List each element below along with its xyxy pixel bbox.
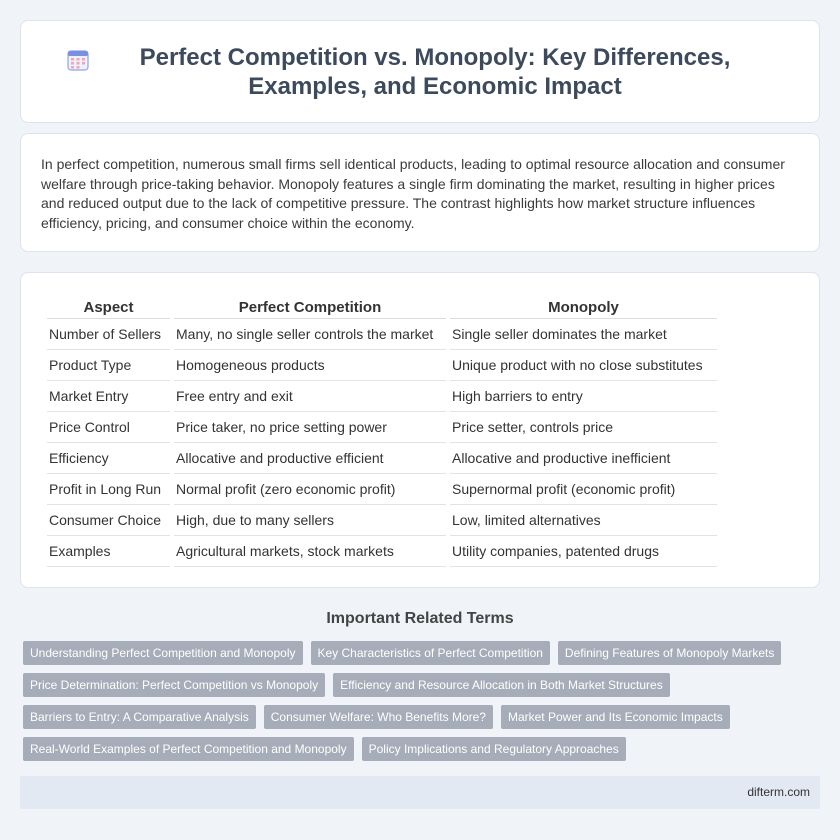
cell-monopoly: Low, limited alternatives (450, 505, 717, 536)
table-row (47, 474, 717, 505)
related-term-link[interactable]: Understanding Perfect Competition and Monopoly (23, 641, 303, 665)
table-row (47, 319, 717, 350)
calendar-icon (66, 48, 90, 72)
cell-aspect: Number of Sellers (47, 319, 170, 350)
cell-perfect-competition: Normal profit (zero economic profit) (174, 474, 446, 505)
cell-aspect: Consumer Choice (47, 505, 170, 536)
table-row (47, 505, 717, 536)
chip-row (23, 737, 823, 761)
cell-perfect-competition: Homogeneous products (174, 350, 446, 381)
cell-perfect-competition: Many, no single seller controls the market (174, 319, 446, 350)
footer (20, 776, 820, 809)
table-row (47, 412, 717, 443)
cell-perfect-competition: Agricultural markets, stock markets (174, 536, 446, 567)
header-monopoly: Monopoly (450, 295, 717, 319)
page-title: Perfect Competition vs. Monopoly: Key Differences, Examples, and Economic Impact (139, 43, 731, 100)
table-row (47, 536, 717, 567)
table-row (47, 350, 717, 381)
intro-paragraph: In perfect competition, numerous small firms sell identical products, leading to optimal resource allocation and consumer welfare through price-taking behavior. Monopoly features a single firm dominating the market, resulting in higher prices and reduced output due to the lack of competitive pressure. The contrast highlights how market structure influences efficiency, pricing, and consumer choice within the economy. (41, 156, 785, 231)
chip-row (23, 705, 823, 729)
cell-perfect-competition: Free entry and exit (174, 381, 446, 412)
related-term-link[interactable]: Price Determination: Perfect Competition vs Monopoly (23, 673, 325, 697)
table-row (47, 443, 717, 474)
cell-monopoly: Utility companies, patented drugs (450, 536, 717, 567)
chip-row (23, 673, 823, 697)
site-link[interactable]: difterm.com (747, 785, 810, 799)
related-term-link[interactable]: Market Power and Its Economic Impacts (501, 705, 730, 729)
related-term-link[interactable]: Consumer Welfare: Who Benefits More? (264, 705, 493, 729)
comparison-table (43, 295, 721, 567)
cell-aspect: Product Type (47, 350, 170, 381)
cell-monopoly: High barriers to entry (450, 381, 717, 412)
cell-perfect-competition: Price taker, no price setting power (174, 412, 446, 443)
related-term-link[interactable]: Defining Features of Monopoly Markets (558, 641, 781, 665)
cell-aspect: Efficiency (47, 443, 170, 474)
related-term-link[interactable]: Key Characteristics of Perfect Competition (311, 641, 550, 665)
related-term-link[interactable]: Policy Implications and Regulatory Approaches (362, 737, 626, 761)
cell-monopoly: Unique product with no close substitutes (450, 350, 717, 381)
table-header-row (47, 295, 717, 319)
cell-aspect: Profit in Long Run (47, 474, 170, 505)
cell-monopoly: Supernormal profit (economic profit) (450, 474, 717, 505)
chip-row (23, 641, 823, 665)
related-term-link[interactable]: Barriers to Entry: A Comparative Analysis (23, 705, 256, 729)
related-terms-title: Important Related Terms (326, 610, 514, 627)
intro-card (20, 133, 820, 252)
cell-aspect: Market Entry (47, 381, 170, 412)
comparison-table-card (20, 272, 820, 588)
related-terms-list (23, 641, 823, 769)
cell-monopoly: Allocative and productive inefficient (450, 443, 717, 474)
title-card (20, 20, 820, 123)
cell-aspect: Examples (47, 536, 170, 567)
table-row (47, 381, 717, 412)
cell-perfect-competition: High, due to many sellers (174, 505, 446, 536)
cell-monopoly: Single seller dominates the market (450, 319, 717, 350)
related-term-link[interactable]: Efficiency and Resource Allocation in Both Market Structures (333, 673, 670, 697)
related-term-link[interactable]: Real-World Examples of Perfect Competition and Monopoly (23, 737, 354, 761)
cell-monopoly: Price setter, controls price (450, 412, 717, 443)
header-aspect: Aspect (47, 295, 170, 319)
cell-perfect-competition: Allocative and productive efficient (174, 443, 446, 474)
cell-aspect: Price Control (47, 412, 170, 443)
header-perfect-competition: Perfect Competition (174, 295, 446, 319)
